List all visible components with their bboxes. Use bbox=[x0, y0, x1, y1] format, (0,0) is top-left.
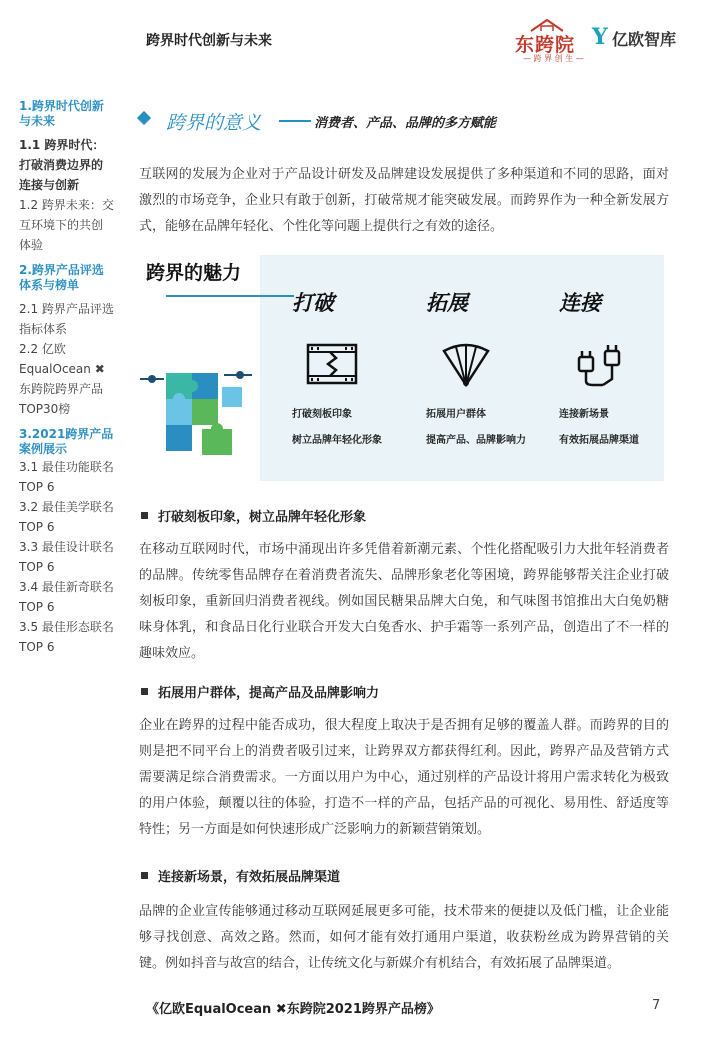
sidebar-item-3-3[interactable]: 3.3 最佳设计联名TOP 6 bbox=[19, 540, 114, 574]
charm-title-line bbox=[166, 295, 294, 297]
square-bullet-icon bbox=[141, 688, 148, 695]
sidebar-item-section-1[interactable]: 1.跨界时代创新与未来 bbox=[19, 99, 104, 128]
diamond-bullet-icon bbox=[137, 111, 151, 125]
charm-column-expand bbox=[426, 287, 536, 446]
charm-column-title: 连接 bbox=[559, 290, 601, 315]
section-body-expand: 企业在跨界的过程中能否成功，很大程度上取决于是否拥有足够的覆盖人群。而跨界的目的则是把不同平台上的消费者吸引过来，让跨界双方都获得红利。因此，跨界产品及营销方式需要满足综合消费需求。一方面以用户为中心，通过别样的产品设计将用户需求转化为极致的用户体验，颠覆以往的体验，打造不一样的产品，包括产品的可视化、易用性、舒适度等特性；另一方面是如何快速形成广泛影响力的新颖营销策划。 bbox=[139, 718, 669, 837]
section-heading-text: 连接新场景，有效拓展品牌渠道 bbox=[158, 870, 341, 885]
sidebar-item-3-5[interactable]: 3.5 最佳形态联名TOP 6 bbox=[19, 620, 114, 654]
charm-column-line1: 拓展用户群体 bbox=[426, 409, 486, 420]
section-heading-expand bbox=[141, 682, 379, 701]
yiou-logo-text: 亿欧智库 bbox=[612, 30, 677, 49]
sidebar-item-2-2[interactable]: 2.2 亿欧EqualOcean ✖ 东跨院跨界产品TOP30榜 bbox=[19, 342, 105, 416]
section-heading-text: 拓展用户群体，提高产品及品牌影响力 bbox=[158, 686, 380, 701]
dky-logo-main: 东跨院 bbox=[515, 34, 576, 56]
charm-column-title: 打破 bbox=[292, 290, 334, 315]
sidebar-item-1-1[interactable]: 1.1 跨界时代：打破消费边界的连接与创新 bbox=[19, 138, 105, 192]
section-title-main: 跨界的意义 bbox=[166, 112, 262, 134]
sidebar-item-1-2[interactable]: 1.2 跨界未来：交互环境下的共创体验 bbox=[19, 198, 114, 252]
dongkuayuan-logo bbox=[515, 18, 584, 64]
intro-paragraph: 互联网的发展为企业对于产品设计研发及品牌建设发展提供了多种渠道和不同的思路，面对激烈的市场竞争，企业只有敢于创新，打破常规才能突破发展。而跨界作为一种全新发展方式，能够在品牌年轻化、个性化等问题上提供行之有效的途径。 bbox=[139, 167, 669, 234]
sidebar-item-section-3[interactable]: 3.2021跨界产品案例展示 bbox=[19, 427, 114, 456]
sidebar-item-3-2[interactable]: 3.2 最佳美学联名TOP 6 bbox=[19, 500, 114, 534]
sidebar-item-section-2[interactable]: 2.跨界产品评选体系与榜单 bbox=[19, 263, 104, 292]
charm-column-line2: 有效拓展品牌渠道 bbox=[559, 435, 639, 446]
sidebar-nav bbox=[19, 99, 114, 657]
charm-column-line1: 连接新场景 bbox=[559, 409, 609, 420]
dky-logo-sub: — 跨 界 创 生 — bbox=[523, 54, 584, 63]
yiou-logo bbox=[592, 24, 702, 50]
charm-column-break bbox=[292, 287, 402, 446]
section-heading-connect bbox=[141, 866, 340, 885]
page-number: 7 bbox=[652, 998, 661, 1013]
title-divider-line bbox=[279, 120, 311, 122]
plug-connect-icon bbox=[573, 341, 625, 389]
section-title-sub: 消费者、产品、品牌的多方赋能 bbox=[314, 116, 497, 131]
fan-expand-icon bbox=[440, 341, 492, 389]
charm-panel bbox=[136, 255, 664, 481]
header-title: 跨界时代创新与未来 bbox=[146, 33, 272, 49]
yiou-logo-mark: Y bbox=[592, 24, 608, 50]
charm-column-line2: 提高产品、品牌影响力 bbox=[426, 435, 526, 446]
charm-column-connect bbox=[559, 287, 669, 446]
section-heading-text: 打破刻板印象，树立品牌年轻化形象 bbox=[158, 510, 367, 525]
section-body-connect: 品牌的企业宣传能够通过移动互联网延展更多可能，技术带来的便捷以及低门槛，让企业能够寻找创意、高效之路。然而，如何才能有效打通用户渠道，收获粉丝成为跨界营销的关键。例如抖音与故宫的结合，让传统文化与新媒介有机结合，有效拓展了品牌渠道。 bbox=[139, 904, 669, 971]
sidebar-item-2-1[interactable]: 2.1 跨界产品评选指标体系 bbox=[19, 302, 114, 336]
square-bullet-icon bbox=[141, 872, 148, 879]
section-body-break: 在移动互联网时代，市场中涌现出许多凭借着新潮元素、个性化搭配吸引力大批年轻消费者的品牌。传统零售品牌存在着消费者流失、品牌形象老化等困境，跨界能够帮关注企业打破刻板印象，重新回归消费者视线。例如国民糖果品牌大白兔，和气味图书馆推出大白兔奶糖味身体乳，和食品日化行业联合开发大白兔香水、护手霜等一系列产品，创造出了不一样的趣味效应。 bbox=[139, 542, 669, 661]
footer-title: 《亿欧EqualOcean ✖东跨院2021跨界产品榜》 bbox=[146, 1002, 440, 1017]
charm-column-title: 拓展 bbox=[426, 290, 468, 315]
charm-title: 跨界的魅力 bbox=[146, 262, 242, 284]
square-bullet-icon bbox=[141, 512, 148, 519]
charm-column-line2: 树立品牌年轻化形象 bbox=[292, 435, 382, 446]
film-break-icon bbox=[306, 341, 358, 389]
sidebar-item-3-4[interactable]: 3.4 最佳新奇联名TOP 6 bbox=[19, 580, 114, 614]
charm-column-line1: 打破刻板印象 bbox=[292, 409, 352, 420]
sidebar-item-3-1[interactable]: 3.1 最佳功能联名TOP 6 bbox=[19, 460, 114, 494]
section-heading-break bbox=[141, 506, 366, 525]
puzzle-illustration bbox=[136, 365, 254, 471]
